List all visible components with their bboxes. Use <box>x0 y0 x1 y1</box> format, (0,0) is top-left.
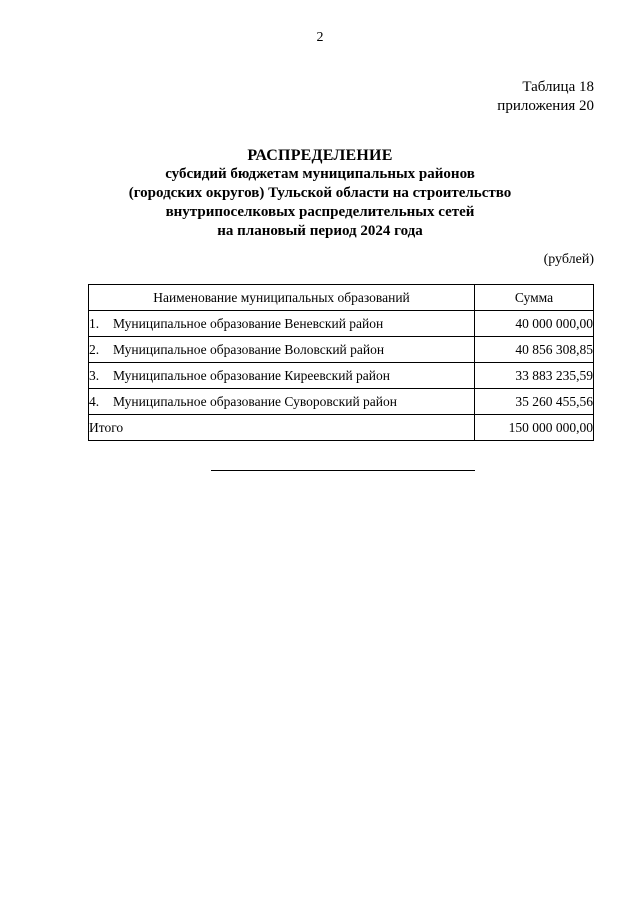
header-name: Наименование муниципальных образований <box>89 285 475 311</box>
row-number: 1. <box>89 315 100 331</box>
end-divider <box>211 470 475 471</box>
title-main: РАСПРЕДЕЛЕНИЕ <box>247 147 393 164</box>
table-row <box>89 363 594 389</box>
table-header-row <box>89 285 594 311</box>
municipality-name: Муниципальное образование Суворовский район <box>113 393 397 409</box>
title-line-4: на плановый период 2024 года <box>217 223 423 239</box>
row-number: 3. <box>89 367 100 383</box>
header-sum: Сумма <box>475 285 594 311</box>
row-name-cell <box>89 363 475 389</box>
total-sum: 150 000 000,00 <box>475 415 594 441</box>
row-sum: 35 260 455,56 <box>475 389 594 415</box>
row-name-cell <box>89 311 475 337</box>
total-row <box>89 415 594 441</box>
row-name-cell <box>89 389 475 415</box>
table-reference <box>497 78 594 116</box>
row-number: 2. <box>89 341 100 357</box>
title-line-1: субсидий бюджетам муниципальных районов <box>165 166 475 182</box>
table-number: Таблица 18 <box>522 79 594 95</box>
table-row <box>89 337 594 363</box>
municipality-name: Муниципальное образование Веневский район <box>113 315 384 331</box>
row-number: 4. <box>89 393 100 409</box>
units-label: (рублей) <box>543 252 594 267</box>
page-number: 2 <box>316 30 324 45</box>
municipality-name: Муниципальное образование Киреевский район <box>113 367 390 383</box>
title-line-3: внутрипоселковых распределительных сетей <box>165 204 475 220</box>
distribution-table <box>88 284 594 441</box>
row-sum: 33 883 235,59 <box>475 363 594 389</box>
total-label: Итого <box>89 415 475 441</box>
row-sum: 40 856 308,85 <box>475 337 594 363</box>
title-line-2: (городских округов) Тульской области на строительство <box>128 185 512 201</box>
document-title <box>0 146 640 241</box>
appendix-reference: приложения 20 <box>497 98 594 114</box>
table-row <box>89 311 594 337</box>
row-name-cell <box>89 337 475 363</box>
municipality-name: Муниципальное образование Воловский район <box>113 341 385 357</box>
table-row <box>89 389 594 415</box>
row-sum: 40 000 000,00 <box>475 311 594 337</box>
